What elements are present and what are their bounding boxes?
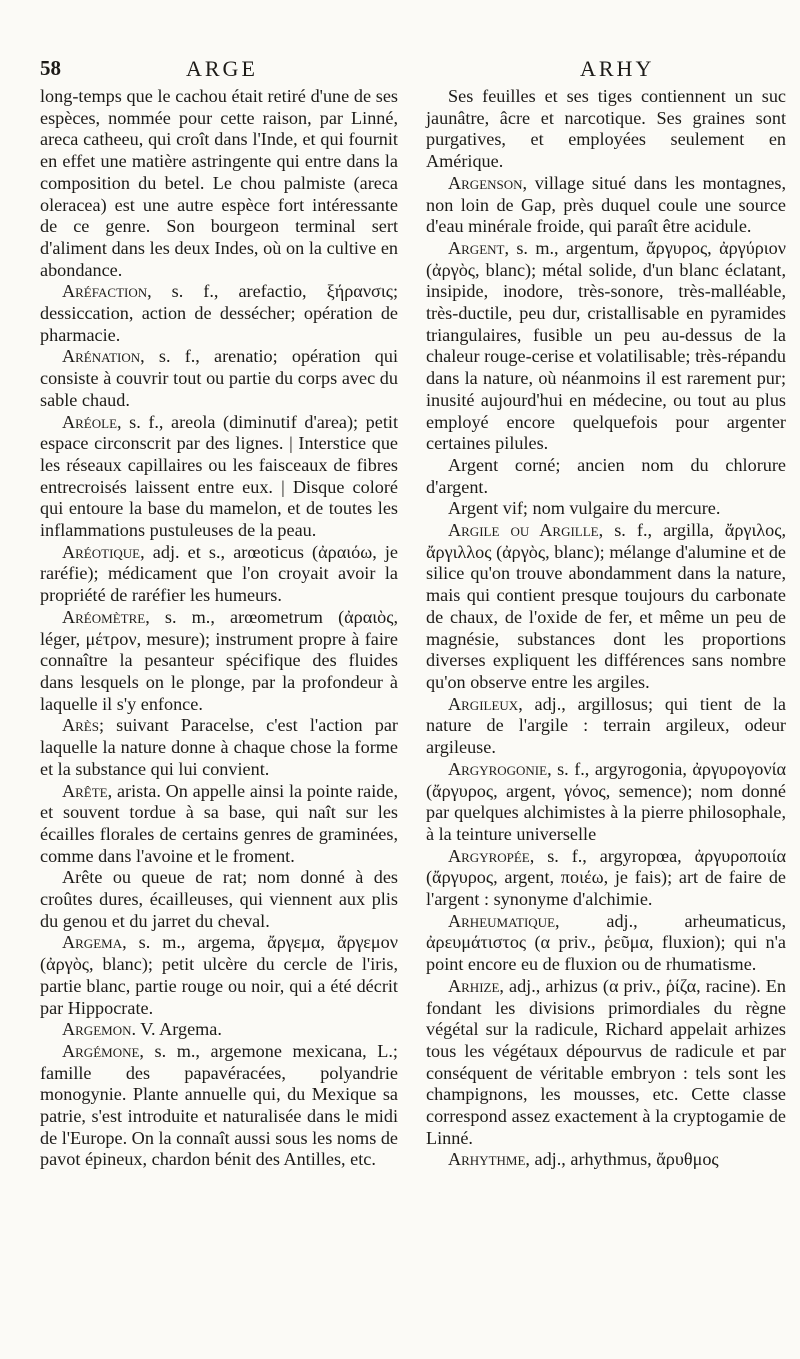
entry-text: , s. m., argemone mexicana, L.; famille des papavéracées, polyandrie monogynie. Plante annuelle qui, du Mexique sa patrie, s'est introduite et naturalisée dans le midi de l'Europe. On la connaît aussi sous les noms de pavot épineux, chardon bénit des Antilles, etc.	[40, 1040, 398, 1170]
entry-headword: Arhythme	[448, 1149, 526, 1170]
left-column	[40, 86, 398, 1171]
dictionary-entry	[40, 781, 398, 868]
dictionary-entry	[426, 86, 786, 173]
dictionary-entry	[40, 542, 398, 607]
entry-text: , s. f., argilla, ἄργιλος, ἄργιλλος (ἀργὸς, blanc); mélange d'alumine et de silice qu'on trouve abondamment dans la nature, mais qui contient presque toujours du carbonate de chaux, de l'oxide de fer, et même un peu de magnésie, substances dont les proportions diverses expliquent les différences sans nombre qu'on observe entre les argiles.	[426, 520, 786, 692]
entry-text: , s. f., arefactio, ξήρανσις; dessiccation, action de dessécher; opération de pharmacie.	[40, 281, 398, 345]
entry-text: , s. m., argentum, ἄργυρος, ἀργύριον (ἀργὸς, blanc); métal solide, d'un blanc éclatant, insipide, inodore, très-sonore, très-malléable, très-ductile, peu dur, cristallisable en pyramides triangulaires, fusible un peu au-dessus de la chaleur rouge-cerise et volatilisable; très-répandu dans la nature, où néanmoins il est rarement pur; inusité aujourd'hui en médecine, ou tout au plus employé encore quelquefois pour argenter certaines pilules.	[426, 237, 786, 454]
entry-text: Argent corné; ancien nom du chlorure d'argent.	[426, 454, 786, 497]
dictionary-entry	[40, 932, 398, 1019]
entry-headword: Argémone	[62, 1040, 140, 1061]
entry-text: , s. f., argyropœa, ἀργυροποιία (ἄργυρος, argent, ποιέω, je fais); art de faire de l'argent : synonyme d'alchimie.	[426, 845, 786, 910]
entry-headword: Aréfaction	[62, 281, 148, 302]
entry-headword: Argyrogonie	[448, 758, 548, 779]
dictionary-entry	[40, 1019, 398, 1041]
dictionary-entry	[426, 498, 786, 520]
dictionary-entry	[426, 238, 786, 455]
page-number: 58	[40, 56, 61, 80]
dictionary-entry	[426, 520, 786, 694]
dictionary-entry	[40, 607, 398, 716]
dictionary-entry	[40, 867, 398, 932]
dictionary-entry	[426, 455, 786, 498]
dictionary-entry	[40, 281, 398, 346]
entry-text: , s. f., argyrogonia, ἀργυρογονία (ἄργυρος, argent, γόνος, semence); nom donné par quelques alchimistes à la pierre philosophale, à la teinture universelle	[426, 758, 786, 844]
running-head-left: ARGE	[186, 56, 258, 81]
entry-headword: Arheumatique	[448, 910, 556, 931]
entry-text: , s. f., arenatio; opération qui consiste à couvrir tout ou partie du corps avec du sable chaud.	[40, 346, 398, 410]
entry-text: , village situé dans les montagnes, non loin de Gap, près duquel coule une source d'eau minérale froide, qui paraît être acidule.	[426, 172, 786, 237]
entry-headword: Argyropée	[448, 845, 530, 866]
dictionary-entry	[40, 346, 398, 411]
entry-headword: Argile ou Argille	[448, 520, 599, 541]
entry-headword: Argema	[62, 932, 123, 953]
entry-text: , adj., arhizus (α priv., ῥίζα, racine). En fondant les divisions primordiales du règne végétal sur la radicule, Richard appelait arhizes tous les végétaux dépourvus de radicule et par conséquent de véritable embryon : tels sont les champignons, les mousses, etc. Cette classe correspond assez exactement à la cryptogamie de Linné.	[426, 975, 786, 1148]
entry-text: , s. m., arœometrum (ἀραιὸς, léger, μέτρον, mesure); instrument propre à faire connaître la pesanteur spécifique des fluides dans lesquels on le plonge, par la profondeur à laquelle il s'y enfonce.	[40, 606, 398, 714]
entry-headword: Aréomètre	[62, 606, 146, 627]
page-header	[0, 54, 800, 82]
dictionary-entry	[40, 715, 398, 780]
right-column	[426, 86, 786, 1171]
dictionary-entry	[426, 846, 786, 911]
entry-text: , adj., arheumaticus, ἀρευμάτιστος (α priv., ῥεῦμα, fluxion); qui n'a point encore eu de fluxion ou de rhumatisme.	[426, 910, 786, 975]
entry-text: , adj., argillosus; qui tient de la nature de l'argile : terrain argileux, odeur argileuse.	[426, 693, 786, 758]
entry-headword: Arès	[62, 715, 99, 736]
entry-headword: Arhize	[448, 975, 500, 996]
entry-text: , arista. On appelle ainsi la pointe raide, et souvent tordue à sa base, qui naît sur les écailles florales de certains genres de graminées, comme dans l'avoine et le froment.	[40, 780, 398, 866]
entry-headword: Arénation	[62, 346, 141, 367]
dictionary-entry	[426, 911, 786, 976]
dictionary-entry	[40, 86, 398, 281]
dictionary-entry	[426, 173, 786, 238]
entry-text: Arête ou queue de rat; nom donné à des croûtes dures, écailleuses, qui viennent aux plis du genou et du jarret du cheval.	[40, 867, 398, 931]
entry-text: ; suivant Paracelse, c'est l'action par laquelle la nature donne à chaque chose la forme et la substance qui lui convient.	[40, 715, 398, 779]
entry-headword: Aréole	[62, 411, 118, 432]
dictionary-entry	[426, 976, 786, 1150]
entry-text: . V. Argema.	[131, 1019, 222, 1040]
entry-text: , s. m., argema, ἄργεμα, ἄργεμον (ἀργὸς, blanc); petit ulcère du cercle de l'iris, partie blanc, partie rouge ou noir, qui a été décrit par Hippocrate.	[40, 932, 398, 1018]
dictionary-entry	[40, 412, 398, 542]
entry-text: Ses feuilles et ses tiges contiennent un suc jaunâtre, âcre et narcotique. Ses graines sont purgatives, et employées seulement en Amérique.	[426, 86, 786, 172]
entry-text: , s. f., areola (diminutif d'area); petit espace circonscrit par des lignes. | Interstice que les réseaux capillaires ou les faisceaux de fibres entrecroisés laissent entre eux. | Disque coloré qui entoure la base du mamelon, et de toutes les inflammations pustuleuses de la peau.	[40, 411, 398, 541]
dictionary-entry	[426, 694, 786, 759]
entry-text: long-temps que le cachou était retiré d'une de ses espèces, nommée pour cette raison, par Linné, areca catheeu, qui croît dans l'Inde, et qui fournit en effet une matière astringente qui entre dans la composition du betel. Le chou palmiste (areca oleracea) est une autre espèce fort intéressante de ce genre. Son bourgeon terminal sert d'aliment dans les deux Indes, où on la cultive en abondance.	[40, 86, 398, 280]
entry-headword: Argent	[448, 237, 505, 258]
dictionary-entry	[426, 1149, 786, 1171]
entry-text: Argent vif; nom vulgaire du mercure.	[448, 498, 721, 519]
entry-headword: Argenson	[448, 172, 523, 193]
entry-headword: Argemon	[62, 1019, 132, 1040]
entry-text: , adj. et s., arœoticus (ἀραιόω, je raréfie); médicament que l'on croyait avoir la propriété de raréfier les humeurs.	[40, 541, 398, 606]
entry-headword: Aréotique	[62, 541, 141, 562]
entry-text: , adj., arhythmus, ἄρυθμος	[525, 1149, 719, 1170]
entry-headword: Argileux	[448, 693, 519, 714]
dictionary-entry	[426, 759, 786, 846]
running-head-right: ARHY	[580, 56, 655, 81]
dictionary-entry	[40, 1041, 398, 1171]
entry-headword: Arête	[62, 780, 108, 801]
